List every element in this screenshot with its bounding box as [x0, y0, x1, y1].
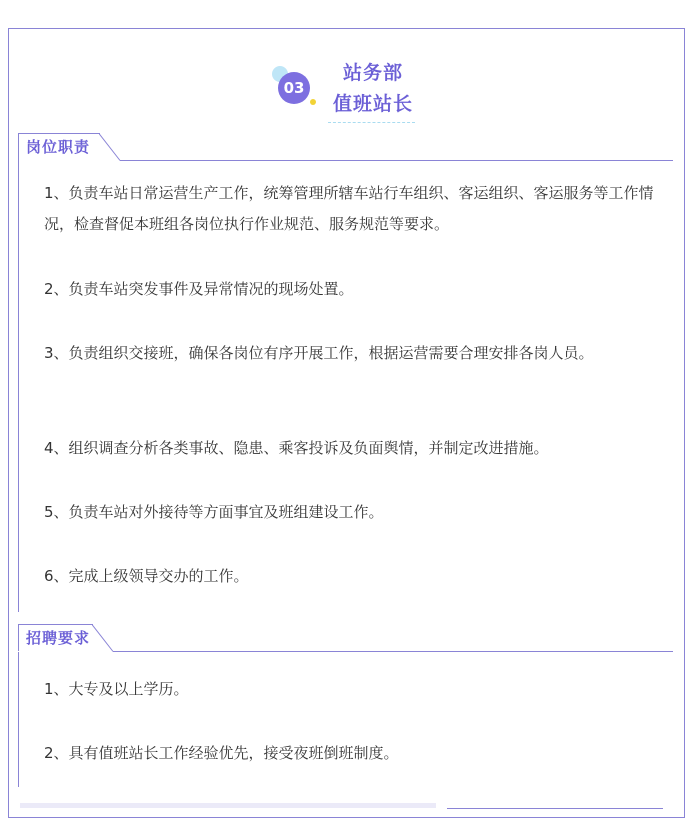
duty-item: 5、负责车站对外接待等方面事宜及班组建设工作。	[44, 503, 384, 521]
requirement-item: 1、大专及以上学历。	[44, 680, 189, 698]
requirements-heading-slant	[92, 624, 114, 652]
duties-heading-rule	[120, 160, 673, 161]
duty-item: 2、负责车站突发事件及异常情况的现场处置。	[44, 280, 354, 298]
duties-heading-slant	[99, 133, 121, 161]
duties-section-title: 岗位职责	[18, 133, 100, 160]
duty-item: 4、组织调查分析各类事故、隐患、乘客投诉及负面舆情，并制定改进措施。	[44, 439, 549, 457]
title-underline	[328, 122, 415, 123]
bottom-decor-rule	[447, 808, 663, 809]
duties-left-rule	[18, 160, 19, 612]
duty-item: 3、负责组织交接班，确保各岗位有序开展工作，根据运营需要合理安排各岗人员。	[44, 344, 594, 362]
requirements-left-rule	[18, 652, 19, 787]
duty-item: 1、负责车站日常运营生产工作，统筹管理所辖车站行车组织、客运组织、客运服务等工作情况，检查督促本班组各岗位执行作业规范、服务规范等要求。	[44, 184, 654, 233]
section-number-badge	[270, 64, 320, 112]
badge-decor-dot	[310, 99, 316, 105]
duty-item: 6、完成上级领导交办的工作。	[44, 567, 249, 585]
requirements-heading-rule	[113, 651, 673, 652]
position-title: 值班站长	[332, 93, 413, 115]
badge-number: 03	[278, 72, 310, 104]
requirements-section-title: 招聘要求	[18, 624, 93, 651]
department-title: 站务部	[342, 62, 403, 84]
requirement-item: 2、具有值班站长工作经验优先，接受夜班倒班制度。	[44, 744, 399, 762]
bottom-decor-bar	[20, 803, 436, 808]
